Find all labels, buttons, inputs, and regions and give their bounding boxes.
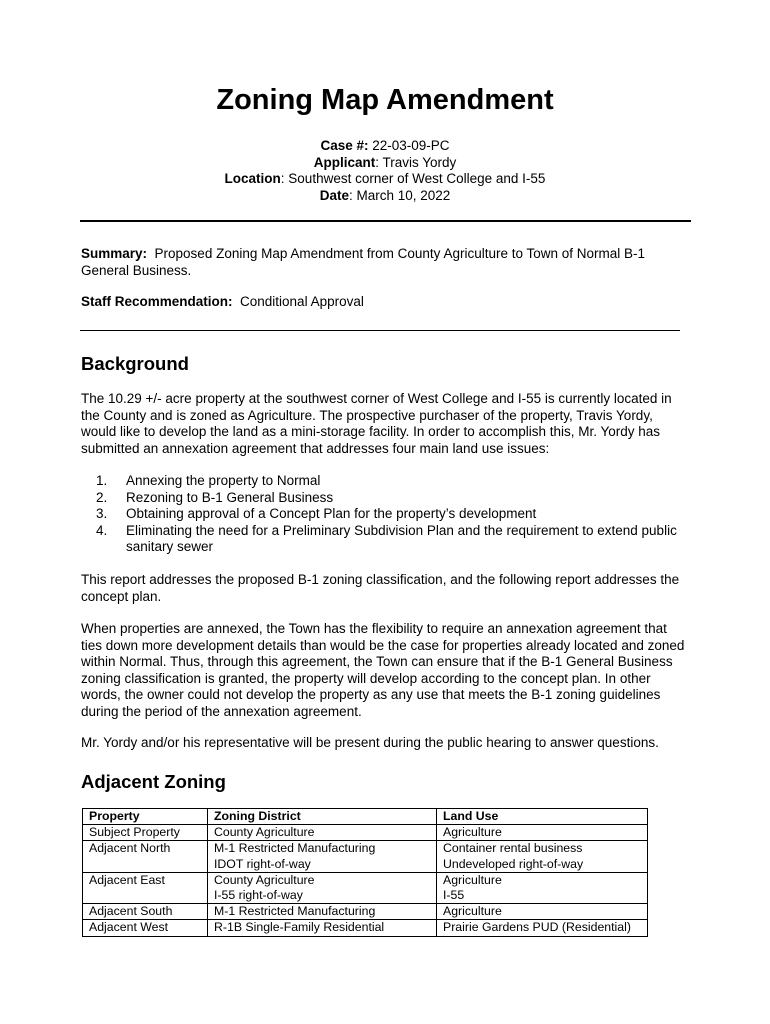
list-item [81, 490, 691, 507]
list-item [81, 523, 691, 556]
table-cell: Adjacent East [83, 872, 208, 903]
list-item-text: Rezoning to B-1 General Business [126, 489, 334, 505]
page-title: Zoning Map Amendment [216, 84, 554, 116]
date-line [0, 188, 770, 205]
table-cell: M-1 Restricted Manufacturing IDOT right-of-way [208, 841, 437, 872]
table-cell: Agriculture [437, 825, 648, 841]
table-cell: Adjacent West [83, 920, 208, 936]
background-intro: The 10.29 +/- acre property at the southwest corner of West College and I-55 is currently located in the County and is zoned as Agriculture. The prospective purchaser of the property, Travis Yordy, would like to develop the land as a mini-storage facility. In order to accomplish this, Mr. Yordy has submitted an annexation agreement that addresses four main land use issues: [81, 391, 672, 456]
section-divider [80, 330, 680, 331]
case-info [0, 138, 770, 205]
table-cell: Agriculture I-55 [437, 872, 648, 903]
location-label: Location [224, 171, 281, 187]
list-item [81, 506, 691, 523]
table-row [83, 920, 648, 936]
list-item-text: Annexing the property to Normal [126, 473, 321, 488]
report-scope-paragraph: This report addresses the proposed B-1 zoning classification, and the following report addresses the concept plan. [81, 572, 680, 604]
summary-text: Proposed Zoning Map Amendment from County Agriculture to Town of Normal B-1 General Business. [81, 246, 649, 278]
date-label: Date [319, 188, 349, 204]
table-row [83, 872, 648, 903]
list-item [81, 473, 691, 490]
applicant-label: Applicant [313, 154, 376, 170]
land-use-issues-list [81, 473, 691, 556]
summary-paragraph [81, 246, 691, 279]
location-line [0, 171, 770, 188]
table-row [83, 825, 648, 841]
case-number-line [0, 138, 770, 155]
public-hearing-paragraph: Mr. Yordy and/or his representative will be present during the public hearing to answer questions. [81, 735, 659, 750]
case-number-value: 22-03-09-PC [368, 138, 450, 153]
table-cell: Adjacent North [83, 841, 208, 872]
table-cell: Subject Property [83, 825, 208, 841]
column-header-property: Property [83, 809, 208, 825]
table-cell: County Agriculture I-55 right-of-way [208, 872, 437, 903]
case-number-label: Case #: [320, 138, 369, 153]
column-header-zoning-district: Zoning District [208, 809, 437, 825]
summary-label: Summary: [81, 246, 148, 261]
applicant-line [0, 155, 770, 172]
table-cell: R-1B Single-Family Residential [208, 920, 437, 936]
column-header-land-use: Land Use [437, 809, 648, 825]
table-cell: County Agriculture [208, 825, 437, 841]
table-row [83, 904, 648, 920]
list-item-number: 3. [96, 506, 108, 521]
table-cell: Container rental business Undeveloped right-of-way [437, 841, 648, 872]
table-cell: Adjacent South [83, 904, 208, 920]
list-item-text: Eliminating the need for a Preliminary Subdivision Plan and the requirement to extend public sanitary sewer [126, 522, 677, 554]
table-header-row [83, 809, 648, 825]
staff-recommendation-paragraph [81, 294, 691, 311]
adjacent-zoning-table [82, 808, 648, 937]
list-item-number: 4. [96, 522, 108, 538]
list-item-number: 2. [96, 489, 108, 505]
table-cell: Prairie Gardens PUD (Residential) [437, 920, 648, 936]
adjacent-zoning-heading: Adjacent Zoning [81, 771, 226, 792]
date-value: : March 10, 2022 [348, 188, 451, 204]
background-heading: Background [81, 353, 189, 374]
header-divider [80, 220, 691, 222]
table-cell: M-1 Restricted Manufacturing [208, 904, 437, 920]
staff-recommendation-label: Staff Recommendation: [81, 294, 233, 309]
location-value: : Southwest corner of West College and I-55 [280, 171, 546, 187]
staff-recommendation-text: Conditional Approval [232, 294, 364, 309]
table-row [83, 841, 648, 872]
list-item-text: Obtaining approval of a Concept Plan for the property’s development [126, 506, 537, 521]
annexation-paragraph: When properties are annexed, the Town has the flexibility to require an annexation agreement that ties down more development details than would be the case for properties already located and zoned within Normal. Thus, through this agreement, the Town can ensure that if the B-1 General Business zoning classification is granted, the property will develop according to the concept plan. In other words, the owner could not develop the property as any use that meets the B-1 zoning guidelines during the period of the annexation agreement. [81, 621, 685, 719]
applicant-value: : Travis Yordy [375, 154, 457, 170]
list-item-number: 1. [96, 473, 108, 488]
table-cell: Agriculture [437, 904, 648, 920]
